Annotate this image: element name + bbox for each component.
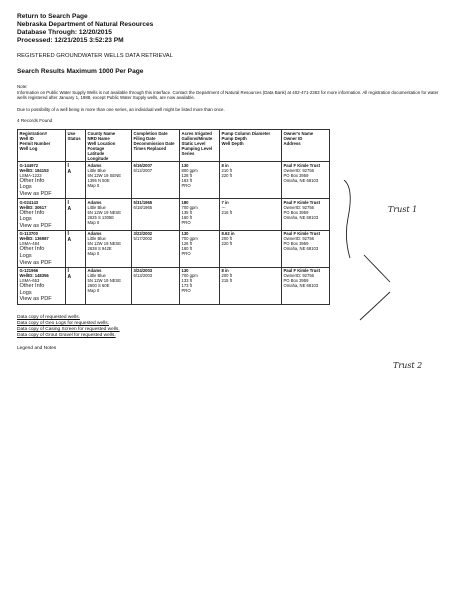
- owner-cell: Paul F Kimle Trust OwnerID: 92756 PO Box 3959 Omaha, NE 68103: [282, 162, 330, 199]
- view-pdf-link[interactable]: View as PDF: [19, 222, 52, 229]
- bracket-mark: [344, 180, 350, 218]
- logs-link[interactable]: Logs: [19, 184, 32, 191]
- table-row: [18, 199, 330, 231]
- pump-cell: 8 in 210 ft 220 ft: [220, 162, 282, 199]
- header-pump: Pump Column Diameter Pump Depth Well Depth: [220, 130, 282, 162]
- bracket-mark-lower: [346, 218, 350, 258]
- trust-2-annotation: Trust 2: [393, 361, 423, 370]
- well-id: WellID: 30617: [19, 204, 47, 210]
- view-pdf-link[interactable]: View as PDF: [19, 296, 52, 303]
- owner-cell: Paul F Kimle Trust OwnerID: 92756 PO Box 3959 Omaha, NE 68103: [282, 267, 330, 304]
- header-county: County Name NRD Name Well Location Footage Latitude Longitude: [86, 130, 132, 162]
- header-owner: Owner's Name Owner ID Address: [282, 130, 330, 162]
- use-status-cell: [66, 267, 86, 304]
- county-cell: Adams Little Blue 5N 12W 19 SENE 1395 N 50E Map It: [86, 162, 132, 199]
- records-found: 4 Records Found: [17, 118, 53, 124]
- county-cell: Adams Little Blue 5N 12W 19 NESE 2600 S 60E Map It: [86, 267, 132, 304]
- dates-cell: 3/22/2002 5/17/2002: [132, 230, 180, 267]
- use-status-cell: [66, 199, 86, 231]
- annotation-marks: [340, 180, 400, 340]
- map-it-link[interactable]: Map It: [87, 182, 100, 188]
- view-pdf-link[interactable]: View as PDF: [19, 191, 52, 198]
- data-copy-geo-logs-link[interactable]: Data copy of Geo Logs for requested wells.: [17, 320, 109, 326]
- registration-cell: [18, 199, 66, 231]
- owner-cell: Paul F Kimle Trust OwnerID: 92756 PO Box 3959 Omaha, NE 68103: [282, 230, 330, 267]
- well-id: WellID: 184153: [19, 167, 49, 173]
- note-label: Note:: [17, 84, 28, 89]
- registration-cell: [18, 230, 66, 267]
- other-info-link[interactable]: Other Info: [19, 177, 45, 184]
- processed-date: Processed: 12/21/2015 3:52:23 PM: [17, 37, 124, 44]
- permit-number: LSMA-653: [19, 278, 40, 284]
- logs-link[interactable]: Logs: [19, 289, 32, 296]
- data-copy-grout-gravel-link[interactable]: Data copy of Grout Gravel for requested wells.: [17, 333, 116, 339]
- map-it-link[interactable]: Map It: [87, 288, 100, 294]
- arrow-to-row-4: [360, 292, 390, 320]
- map-it-link[interactable]: Map It: [87, 219, 100, 225]
- use-status-cell: [66, 230, 86, 267]
- status-code: A: [67, 237, 72, 244]
- acres-cell: 180 700 gpm 135 ft 160 ft PRO: [180, 199, 220, 231]
- view-pdf-link[interactable]: View as PDF: [19, 259, 52, 266]
- other-info-link[interactable]: Other Info: [19, 209, 45, 216]
- trust-1-annotation: Trust 1: [388, 205, 418, 214]
- table-row: [18, 230, 330, 267]
- map-it-link[interactable]: Map It: [87, 251, 100, 257]
- use-code: I: [67, 162, 69, 169]
- note-text-1: Information on Public Water Supply Wells is not available through this interface. Contact the Department of Natural Resources (Data Bank) at 402-471-2363 for more information. All registration documentation for water wells registered after January 1, 1988, except Public Water Supply wells, are now available.: [17, 89, 439, 101]
- table-row: [18, 162, 330, 199]
- results-table: [17, 129, 330, 304]
- registration-cell: [18, 267, 66, 304]
- note-section: [17, 84, 447, 112]
- data-copy-wells-link[interactable]: Data copy of requested wells.: [17, 314, 80, 320]
- use-code: I: [67, 231, 69, 238]
- dates-cell: 3/24/2003 6/13/2003: [132, 267, 180, 304]
- acres-cell: 130 800 gpm 128 ft 183 ft PRO: [180, 162, 220, 199]
- header-acres: Acres Irrigated Gallons/Minute Static Level Pumping Level Series: [180, 130, 220, 162]
- permit-number: LSMA-1223: [19, 172, 42, 178]
- use-code: I: [67, 268, 69, 275]
- table-header-row: [18, 130, 330, 162]
- legend-and-notes[interactable]: Legend and Notes: [17, 346, 57, 352]
- registration-cell: [18, 162, 66, 199]
- search-results-title: Search Results Maximum 1000 Per Page: [17, 68, 144, 75]
- county-cell: Adams Little Blue 5N 12W 19 NESE 2638 S 942E Map It: [86, 230, 132, 267]
- permit-number: LSMA-484: [19, 241, 40, 247]
- county-cell: Adams Little Blue 5N 12W 19 NESE 2625 S 1305E Map It: [86, 199, 132, 231]
- arrow-to-row-3: [364, 255, 390, 282]
- agency-name: Nebraska Department of Natural Resources: [17, 21, 154, 28]
- acres-cell: 130 700 gpm 133 ft 173 ft PRO: [180, 267, 220, 304]
- status-code: A: [67, 168, 72, 175]
- acres-cell: 130 700 gpm 126 ft 180 ft PRO: [180, 230, 220, 267]
- pump-cell: 7 in --- 216 ft: [220, 199, 282, 231]
- pump-cell: 8 in 200 ft 215 ft: [220, 267, 282, 304]
- table-row: [18, 267, 330, 304]
- well-id: WellID: 136987: [19, 236, 49, 242]
- owner-cell: Paul F Kimle Trust OwnerID: 92756 PO Box 3959 Omaha, NE 68103: [282, 199, 330, 231]
- use-code: I: [67, 199, 69, 206]
- other-info-link[interactable]: Other Info: [19, 283, 45, 290]
- logs-link[interactable]: Logs: [19, 253, 32, 260]
- use-status-cell: [66, 162, 86, 199]
- pump-cell: 8.62 in 200 ft 220 ft: [220, 230, 282, 267]
- note-text-2: Due to possibility of a well being in more than one series, an individual well might be listed more than once.: [17, 106, 225, 112]
- registry-title: REGISTERED GROUNDWATER WELLS DATA RETRIEVAL: [17, 53, 173, 59]
- status-code: A: [67, 205, 72, 212]
- registration-number: G-024143: [19, 199, 39, 205]
- well-id: WellID: 148356: [19, 273, 49, 279]
- other-info-link[interactable]: Other Info: [19, 246, 45, 253]
- registration-number: G-121966: [19, 268, 39, 274]
- logs-link[interactable]: Logs: [19, 216, 32, 223]
- registration-number: G-144972: [19, 162, 39, 168]
- status-code: A: [67, 274, 72, 281]
- return-to-search-link[interactable]: Return to Search Page: [17, 13, 88, 20]
- dates-cell: 5/31/1965 6/18/1965: [132, 199, 180, 231]
- header-use-status: Use Status: [66, 130, 86, 162]
- registration-number: G-113700: [19, 231, 38, 237]
- data-copy-casing-screen-link[interactable]: Data copy of Casing Screen for requested wells.: [17, 326, 120, 332]
- header-registration: Registration# Well ID Permit Number Well Log: [18, 130, 66, 162]
- dates-cell: 6/16/2007 6/12/2007: [132, 162, 180, 199]
- database-through: Database Through: 12/20/2015: [17, 29, 112, 36]
- header-dates: Completion Date Filing Date Decommission Date Times Replaced: [132, 130, 180, 162]
